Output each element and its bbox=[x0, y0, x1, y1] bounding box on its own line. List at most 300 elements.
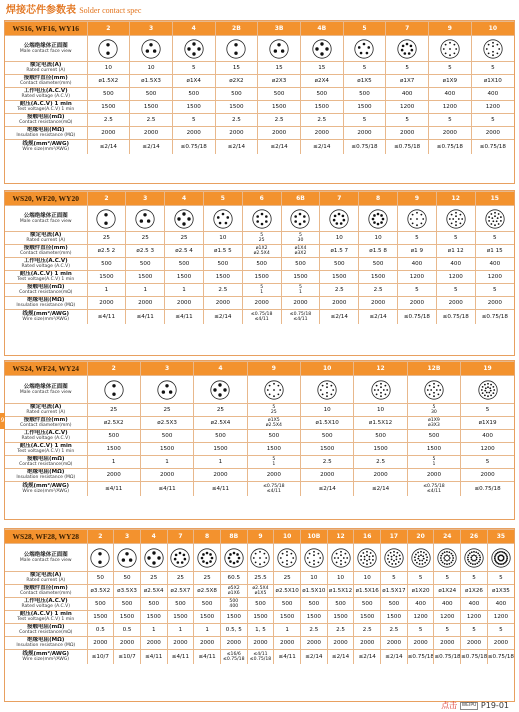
row-label-en: Male contact face view bbox=[19, 48, 72, 54]
value-insulation: 2000 bbox=[301, 469, 354, 482]
row-label-en: Test voltage(A.C.V) 1 min bbox=[17, 277, 75, 282]
value-voltage: 500 bbox=[172, 88, 215, 101]
contact-face-diagram bbox=[475, 206, 514, 232]
value-diameter: ø2X3 bbox=[258, 75, 301, 88]
contact-face-diagram bbox=[114, 544, 141, 572]
value-wire: ≤2/14 bbox=[215, 140, 258, 154]
value-insulation: 2000 bbox=[194, 469, 247, 482]
value-test: 1200 bbox=[436, 271, 475, 284]
value-wire: ≤0.75/18 bbox=[471, 140, 514, 154]
column-header: 17 bbox=[381, 530, 408, 544]
value-voltage: 500 bbox=[354, 598, 381, 611]
value-current: 5 bbox=[487, 572, 514, 585]
value-current: 15 bbox=[300, 62, 343, 75]
row-label-en: Test voltage(A.C.V) 1 min bbox=[17, 107, 75, 112]
value-current: 5 25 bbox=[242, 232, 281, 245]
column-header: 8 bbox=[359, 192, 398, 206]
column-header: 3B bbox=[258, 22, 301, 36]
column-header: 4 bbox=[172, 22, 215, 36]
spec-section bbox=[4, 20, 515, 184]
contact-face-diagram bbox=[87, 376, 140, 404]
value-insulation: 2000 bbox=[301, 637, 328, 650]
value-diameter: ø3.5X3 bbox=[114, 585, 141, 598]
value-voltage: 500 bbox=[165, 258, 204, 271]
value-resistance: 2.5 bbox=[258, 114, 301, 127]
value-diameter: ø1X19 bbox=[461, 417, 514, 430]
value-wire: ≤2/14 bbox=[354, 482, 407, 496]
row-label-face bbox=[5, 36, 87, 62]
value-insulation: 2000 bbox=[359, 297, 398, 310]
value-current: 5 bbox=[172, 62, 215, 75]
value-diameter: ø2.5X4 bbox=[194, 417, 247, 430]
value-insulation: 2000 bbox=[220, 637, 247, 650]
value-test: 1200 bbox=[407, 611, 434, 624]
value-test: 1500 bbox=[126, 271, 165, 284]
value-test: 1500 bbox=[242, 271, 281, 284]
value-resistance: 2.5 bbox=[320, 284, 359, 297]
row-label-wire bbox=[5, 310, 87, 324]
value-diameter: ø1.5X12 bbox=[327, 585, 354, 598]
value-wire: ≤4/11 bbox=[126, 310, 165, 324]
value-resistance: 1 bbox=[140, 456, 193, 469]
section-title: WS16, WF16, WY16 bbox=[5, 22, 87, 36]
value-wire: ≤10/7 bbox=[87, 650, 114, 664]
value-resistance: 5 1 bbox=[242, 284, 281, 297]
value-wire: ≤0.75/18 bbox=[436, 310, 475, 324]
contact-face-diagram bbox=[274, 544, 301, 572]
value-voltage: 500 bbox=[247, 598, 274, 611]
value-wire: ≤4/11 bbox=[274, 650, 301, 664]
column-header: 7 bbox=[167, 530, 194, 544]
column-header: 15 bbox=[475, 192, 514, 206]
row-label-zh: 接触件直径(mm) bbox=[23, 417, 68, 423]
row-label-en: Contact diameter(mm) bbox=[19, 591, 72, 596]
value-resistance: 5 bbox=[386, 114, 429, 127]
value-test: 1500 bbox=[359, 271, 398, 284]
contact-face-diagram bbox=[247, 376, 300, 404]
value-insulation: 2000 bbox=[461, 469, 514, 482]
value-voltage: 500 bbox=[281, 258, 320, 271]
value-test: 1500 bbox=[343, 101, 386, 114]
value-voltage: 500 bbox=[247, 430, 300, 443]
contact-face-diagram bbox=[126, 206, 165, 232]
value-insulation: 2000 bbox=[327, 637, 354, 650]
value-test: 1200 bbox=[386, 101, 429, 114]
value-current: 15 bbox=[258, 62, 301, 75]
row-label-en: Insulation resistance (MΩ) bbox=[16, 643, 76, 648]
value-wire: ≤0.75/18 bbox=[429, 140, 472, 154]
value-wire: ≤2/14 bbox=[203, 310, 242, 324]
value-diameter: ø2.5 2 bbox=[87, 245, 126, 258]
value-insulation: 2000 bbox=[354, 469, 407, 482]
row-label-wire bbox=[5, 140, 87, 154]
value-resistance: 2.5 bbox=[203, 284, 242, 297]
value-resistance: 2.5 bbox=[354, 624, 381, 637]
value-test: 1500 bbox=[281, 271, 320, 284]
column-header: 6 bbox=[242, 192, 281, 206]
value-wire: ≤0.75/18 ≤4/11 bbox=[407, 482, 460, 496]
contact-face-diagram bbox=[220, 544, 247, 572]
value-voltage: 500 bbox=[87, 88, 130, 101]
value-insulation: 2000 bbox=[354, 637, 381, 650]
value-diameter: ø1.5X16 bbox=[354, 585, 381, 598]
value-resistance: 1 bbox=[194, 456, 247, 469]
value-current: 25.5 bbox=[247, 572, 274, 585]
row-label-en: Rated voltage (A.C.V) bbox=[21, 94, 70, 99]
value-insulation: 2000 bbox=[300, 127, 343, 140]
value-current: 50 bbox=[114, 572, 141, 585]
value-current: 5 30 bbox=[407, 404, 460, 417]
contact-face-diagram bbox=[165, 206, 204, 232]
value-insulation: 2000 bbox=[475, 297, 514, 310]
value-test: 1500 bbox=[300, 101, 343, 114]
row-label-diameter bbox=[5, 245, 87, 258]
row-label-wire bbox=[5, 650, 87, 664]
row-label-zh: 接触电阻(mΩ) bbox=[27, 114, 65, 120]
value-test: 1500 bbox=[167, 611, 194, 624]
contact-face-diagram bbox=[242, 206, 281, 232]
value-insulation: 2000 bbox=[471, 127, 514, 140]
contact-face-diagram bbox=[215, 36, 258, 62]
value-diameter: ø2.5 4 bbox=[165, 245, 204, 258]
value-diameter: ø1.5X12 bbox=[354, 417, 407, 430]
contact-face-diagram bbox=[359, 206, 398, 232]
value-current: 25 bbox=[165, 232, 204, 245]
value-resistance: 5 bbox=[471, 114, 514, 127]
value-diameter: ø1.5X2 bbox=[87, 75, 130, 88]
row-label-en: Rated current (A) bbox=[26, 68, 66, 73]
contact-face-diagram bbox=[386, 36, 429, 62]
value-voltage: 500 bbox=[320, 258, 359, 271]
value-voltage: 400 bbox=[487, 598, 514, 611]
contact-face-diagram bbox=[203, 206, 242, 232]
value-current: 10 bbox=[130, 62, 173, 75]
value-diameter: ø2X2 bbox=[215, 75, 258, 88]
value-voltage: 500 bbox=[140, 598, 167, 611]
value-insulation: 2000 bbox=[126, 297, 165, 310]
footer-logo: WEIPU bbox=[461, 702, 477, 708]
value-voltage: 500 bbox=[381, 598, 408, 611]
row-label-en: Test voltage(A.C.V) 1 min bbox=[17, 449, 75, 454]
row-label-insulation bbox=[5, 297, 87, 310]
value-test: 1500 bbox=[407, 443, 460, 456]
contact-face-diagram bbox=[247, 544, 274, 572]
column-header: 4B bbox=[300, 22, 343, 36]
contact-face-diagram bbox=[398, 206, 437, 232]
value-test: 1500 bbox=[114, 611, 141, 624]
value-diameter: ø1X4 ø3X2 bbox=[281, 245, 320, 258]
value-resistance: 2.5 bbox=[301, 456, 354, 469]
column-header: 3 bbox=[140, 362, 193, 376]
value-test: 1500 bbox=[258, 101, 301, 114]
value-test: 1200 bbox=[398, 271, 437, 284]
value-resistance: 1 bbox=[274, 624, 301, 637]
value-current: 10 bbox=[354, 572, 381, 585]
value-resistance: 1 bbox=[165, 284, 204, 297]
row-label-zh: 工作电压(A.C.V) bbox=[23, 258, 68, 264]
column-header: 3 bbox=[130, 22, 173, 36]
row-label-voltage bbox=[5, 88, 87, 101]
row-label-voltage bbox=[5, 598, 87, 611]
value-voltage: 500 bbox=[359, 258, 398, 271]
column-header: 2 bbox=[87, 22, 130, 36]
value-diameter: ø5X2 ø1X6 bbox=[220, 585, 247, 598]
value-diameter: ø2.5X8 bbox=[194, 585, 221, 598]
value-resistance: 5 bbox=[398, 284, 437, 297]
value-resistance: 0.5 bbox=[114, 624, 141, 637]
row-label-zh: 线规(mm²/AWG) bbox=[22, 310, 69, 317]
value-diameter: ø1.5 5 bbox=[203, 245, 242, 258]
column-header: 2 bbox=[87, 362, 140, 376]
value-test: 1500 bbox=[194, 611, 221, 624]
value-test: 1200 bbox=[471, 101, 514, 114]
value-insulation: 2000 bbox=[258, 127, 301, 140]
value-test: 1500 bbox=[87, 101, 130, 114]
spec-section bbox=[4, 360, 515, 520]
value-wire: ≤2/14 bbox=[301, 482, 354, 496]
column-header: 9 bbox=[247, 530, 274, 544]
value-diameter: ø1X26 bbox=[461, 585, 488, 598]
value-diameter: ø1X4 bbox=[172, 75, 215, 88]
value-resistance: 5 bbox=[436, 284, 475, 297]
contact-face-diagram bbox=[87, 206, 126, 232]
value-resistance: 2.5 bbox=[354, 456, 407, 469]
value-insulation: 2000 bbox=[281, 297, 320, 310]
column-header: 26 bbox=[461, 530, 488, 544]
row-label-en: Contact resistance(mΩ) bbox=[19, 120, 73, 125]
column-header: 5 bbox=[343, 22, 386, 36]
row-label-en: Rated voltage (A.C.V) bbox=[21, 436, 70, 441]
value-diameter: ø2.5X7 bbox=[167, 585, 194, 598]
value-diameter: ø3.5X2 bbox=[87, 585, 114, 598]
row-label-current bbox=[5, 62, 87, 75]
value-test: 1500 bbox=[215, 101, 258, 114]
value-voltage: 500 bbox=[87, 258, 126, 271]
row-label-face bbox=[5, 376, 87, 404]
section-title: WS20, WF20, WY20 bbox=[5, 192, 87, 206]
column-header: 4 bbox=[140, 530, 167, 544]
value-resistance: 2.5 bbox=[87, 114, 130, 127]
column-header: 19 bbox=[461, 362, 514, 376]
value-resistance: 1 bbox=[87, 456, 140, 469]
value-insulation: 2000 bbox=[87, 637, 114, 650]
row-label-face bbox=[5, 544, 87, 572]
row-label-en: Wire size(mm²/AWG) bbox=[22, 488, 70, 494]
value-wire: ≤2/14 bbox=[258, 140, 301, 154]
value-current: 10 bbox=[203, 232, 242, 245]
value-insulation: 2000 bbox=[140, 469, 193, 482]
value-current: 25 bbox=[194, 572, 221, 585]
value-resistance: 0.5, 5 bbox=[220, 624, 247, 637]
row-label-zh: 接触电阻(mΩ) bbox=[27, 284, 65, 290]
side-tab: 9 bbox=[0, 413, 5, 429]
value-voltage: 400 bbox=[461, 430, 514, 443]
value-diameter: ø2.5X3 bbox=[140, 417, 193, 430]
row-label-en: Wire size(mm²/AWG) bbox=[22, 656, 70, 662]
value-voltage: 500 bbox=[194, 598, 221, 611]
value-resistance: 1 bbox=[126, 284, 165, 297]
value-current: 10 bbox=[320, 232, 359, 245]
row-label-current bbox=[5, 404, 87, 417]
value-wire: ≤2/14 bbox=[301, 650, 328, 664]
value-wire: ≤4/11 bbox=[165, 310, 204, 324]
value-wire: ≤2/14 bbox=[130, 140, 173, 154]
value-wire: ≤10/7 bbox=[114, 650, 141, 664]
contact-face-diagram bbox=[343, 36, 386, 62]
row-label-zh: 绝缘电阻(MΩ) bbox=[27, 297, 65, 303]
value-diameter: ø2.5X4 ø1X5 bbox=[247, 585, 274, 598]
value-resistance: 5 bbox=[434, 624, 461, 637]
value-voltage: 500 bbox=[258, 88, 301, 101]
value-wire: ≤4/11 bbox=[194, 482, 247, 496]
value-insulation: 2000 bbox=[407, 637, 434, 650]
value-resistance: 5 bbox=[407, 624, 434, 637]
footer-page: P19-01 bbox=[480, 701, 509, 710]
row-label-diameter bbox=[5, 417, 87, 430]
value-insulation: 2000 bbox=[247, 469, 300, 482]
value-current: 5 bbox=[386, 62, 429, 75]
row-label-zh: 接触件直径(mm) bbox=[23, 75, 68, 81]
value-voltage: 500 bbox=[407, 430, 460, 443]
value-diameter: ø2.5X10 bbox=[274, 585, 301, 598]
value-diameter: ø2.5X4 bbox=[140, 585, 167, 598]
row-label-wire bbox=[5, 482, 87, 496]
value-resistance: 1 bbox=[140, 624, 167, 637]
value-resistance: 5 bbox=[461, 624, 488, 637]
row-label-en: Male contact face view bbox=[19, 218, 72, 224]
value-resistance: 5 bbox=[475, 284, 514, 297]
contact-face-diagram bbox=[258, 36, 301, 62]
value-diameter: ø1 12 bbox=[436, 245, 475, 258]
contact-face-diagram bbox=[172, 36, 215, 62]
value-wire: ≤2/14 bbox=[300, 140, 343, 154]
contact-face-diagram bbox=[487, 544, 514, 572]
value-voltage: 500 bbox=[354, 430, 407, 443]
row-label-en: Insulation resistance (MΩ) bbox=[16, 303, 76, 308]
column-header: 12 bbox=[354, 362, 407, 376]
value-resistance: 5 1 bbox=[247, 456, 300, 469]
row-label-voltage bbox=[5, 258, 87, 271]
contact-face-diagram bbox=[301, 376, 354, 404]
header-title-zh: 焊接芯件参数表 bbox=[6, 5, 76, 16]
value-current: 10 bbox=[327, 572, 354, 585]
value-current: 5 bbox=[461, 572, 488, 585]
value-insulation: 2000 bbox=[87, 297, 126, 310]
row-label-en: Insulation resistance (MΩ) bbox=[16, 133, 76, 138]
column-header: 2B bbox=[215, 22, 258, 36]
value-voltage: 400 bbox=[436, 258, 475, 271]
row-label-resistance bbox=[5, 456, 87, 469]
value-current: 25 bbox=[274, 572, 301, 585]
value-test: 1500 bbox=[381, 611, 408, 624]
row-label-zh: 线规(mm²/AWG) bbox=[22, 482, 69, 489]
contact-face-diagram bbox=[301, 544, 328, 572]
value-test: 1500 bbox=[320, 271, 359, 284]
value-test: 1200 bbox=[461, 443, 514, 456]
value-wire: ≤0.75/18 bbox=[487, 650, 514, 664]
footer-click[interactable]: 点击 bbox=[441, 701, 458, 710]
value-diameter: ø2.5X2 bbox=[87, 417, 140, 430]
value-voltage: 500 bbox=[140, 430, 193, 443]
value-voltage: 500 bbox=[274, 598, 301, 611]
page-header bbox=[6, 4, 141, 18]
row-label-voltage bbox=[5, 430, 87, 443]
contact-face-diagram bbox=[436, 206, 475, 232]
column-header: 16 bbox=[354, 530, 381, 544]
row-label-zh: 公端绝缘体正面图 bbox=[23, 383, 68, 390]
value-test: 1500 bbox=[165, 271, 204, 284]
value-diameter: ø1X2 ø2.5X4 bbox=[242, 245, 281, 258]
value-resistance: 5 bbox=[172, 114, 215, 127]
value-resistance: 5 bbox=[487, 624, 514, 637]
value-test: 1500 bbox=[247, 611, 274, 624]
row-label-en: Contact resistance(mΩ) bbox=[19, 630, 73, 635]
value-insulation: 2000 bbox=[429, 127, 472, 140]
value-current: 50 bbox=[87, 572, 114, 585]
column-header: 5 bbox=[203, 192, 242, 206]
value-wire: ≤0.75/18 bbox=[475, 310, 514, 324]
value-diameter: ø1.5X10 bbox=[301, 417, 354, 430]
value-diameter: ø1.5X10 bbox=[301, 585, 328, 598]
value-wire: ≤4/11 bbox=[194, 650, 221, 664]
row-label-zh: 耐压(A.C.V) 1 min bbox=[19, 271, 72, 277]
row-label-en: Contact resistance(mΩ) bbox=[19, 462, 73, 467]
row-label-zh: 额定电流(A) bbox=[30, 404, 62, 410]
value-test: 1200 bbox=[487, 611, 514, 624]
row-label-zh: 绝缘电阻(MΩ) bbox=[27, 127, 65, 133]
value-voltage: 500 bbox=[126, 258, 165, 271]
row-label-en: Contact resistance(mΩ) bbox=[19, 290, 73, 295]
row-label-en: Wire size(mm²/AWG) bbox=[22, 316, 70, 322]
value-current: 5 30 bbox=[281, 232, 320, 245]
value-wire: ≤0.75/18 bbox=[386, 140, 429, 154]
section-title: WS24, WF24, WY24 bbox=[5, 362, 87, 376]
column-header: 4 bbox=[165, 192, 204, 206]
value-insulation: 2000 bbox=[247, 637, 274, 650]
value-test: 1200 bbox=[429, 101, 472, 114]
value-diameter: ø1X20 bbox=[407, 585, 434, 598]
value-wire: ≤2/14 bbox=[354, 650, 381, 664]
column-header: 9 bbox=[247, 362, 300, 376]
value-current: 5 bbox=[461, 404, 514, 417]
contact-face-diagram bbox=[354, 544, 381, 572]
spec-section bbox=[4, 528, 515, 702]
value-voltage: 500 bbox=[87, 430, 140, 443]
value-diameter: ø1X9 ø3X3 bbox=[407, 417, 460, 430]
value-insulation: 2000 bbox=[274, 637, 301, 650]
value-voltage: 400 bbox=[386, 88, 429, 101]
value-insulation: 2000 bbox=[434, 637, 461, 650]
contact-face-diagram bbox=[140, 376, 193, 404]
column-header: 7 bbox=[320, 192, 359, 206]
value-current: 25 bbox=[87, 232, 126, 245]
contact-face-diagram bbox=[194, 544, 221, 572]
value-wire: ≤2/14 bbox=[327, 650, 354, 664]
value-current: 10 bbox=[359, 232, 398, 245]
row-label-en: Male contact face view bbox=[19, 389, 72, 395]
value-voltage: 500 bbox=[87, 598, 114, 611]
row-label-en: Rated voltage (A.C.V) bbox=[21, 604, 70, 609]
value-insulation: 2000 bbox=[398, 297, 437, 310]
row-label-zh: 线规(mm²/AWG) bbox=[22, 140, 69, 147]
value-test: 1500 bbox=[140, 443, 193, 456]
value-current: 25 bbox=[140, 404, 193, 417]
value-diameter: ø1 15 bbox=[475, 245, 514, 258]
value-insulation: 2000 bbox=[343, 127, 386, 140]
contact-face-diagram bbox=[194, 376, 247, 404]
column-header: 12 bbox=[436, 192, 475, 206]
value-current: 5 bbox=[407, 572, 434, 585]
